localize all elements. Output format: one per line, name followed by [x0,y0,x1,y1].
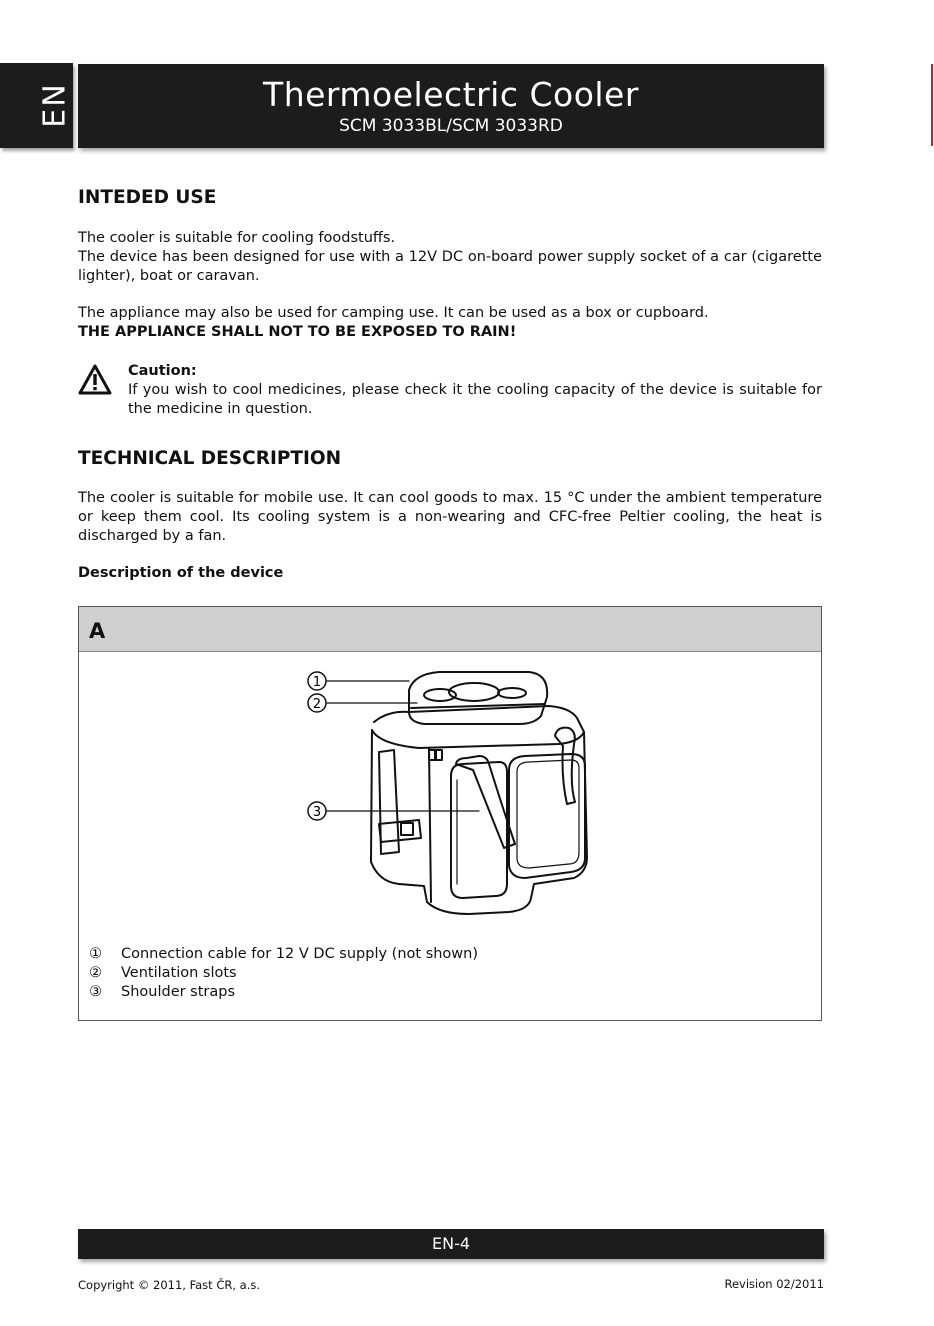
legend-text: Connection cable for 12 V DC supply (not shown) [121,946,479,962]
figure-legend [89,945,478,1002]
technical-heading: TECHNICAL DESCRIPTION [78,448,342,469]
legend-text: Shoulder straps [121,984,236,1000]
model-subtitle: SCM 3033BL/SCM 3033RD [339,116,563,136]
warning-triangle-icon [78,364,112,396]
legend-text: Ventilation slots [121,965,237,981]
device-description-heading: Description of the device [78,565,284,581]
figure-label: A [79,607,821,652]
page-number-bar [78,1229,824,1259]
callout-3: 3 [312,805,322,820]
language-label: EN [37,82,73,128]
legend-num: ③ [89,984,102,1000]
intended-use-heading: INTEDED USE [78,187,217,208]
technical-section [78,449,822,468]
caution-text: If you wish to cool medicines, please check it the cooling capacity of the device is suitable for the medicine in question. [128,382,822,417]
legend-num: ① [89,946,102,962]
intended-use-p2: The device has been designed for use with a 12V DC on-board power supply socket of a car (cigarette lighter), boat or caravan. [78,249,822,284]
legend-num: ② [89,965,102,981]
page-number: EN-4 [431,1234,471,1253]
legend-item [89,945,478,964]
intended-use-section [78,188,822,207]
technical-body [78,489,822,546]
callout-1: 1 [312,675,322,690]
revision: Revision 02/2011 [724,1277,824,1291]
legend-item [89,964,478,983]
page-header [78,64,824,148]
page-title: Thermoelectric Cooler [263,75,639,114]
copyright: Copyright © 2011, Fast ČR, a.s. [78,1278,261,1292]
intended-use-body [78,229,822,286]
language-tab [0,63,73,148]
cooler-illustration [79,652,821,942]
figure-box [78,606,822,1021]
intended-use-p1: The cooler is suitable for cooling foodstuffs. [78,230,396,246]
legend-item [89,983,478,1002]
device-description [78,564,822,583]
callout-2: 2 [312,697,322,712]
intended-use-p3: The appliance may also be used for camping use. It can be used as a box or cupboard. [78,305,709,321]
caution-block [128,362,822,419]
intended-use-body-2 [78,304,822,342]
technical-p1: The cooler is suitable for mobile use. It can cool goods to max. 15 °C under the ambient temperature or keep them cool. Its cooling system is a non-wearing and CFC-free Peltier cooling, the heat is discharged by a fan. [78,490,822,544]
edge-marker [931,64,933,146]
rain-warning: THE APPLIANCE SHALL NOT TO BE EXPOSED TO RAIN! [78,324,517,340]
caution-label: Caution: [128,363,197,379]
